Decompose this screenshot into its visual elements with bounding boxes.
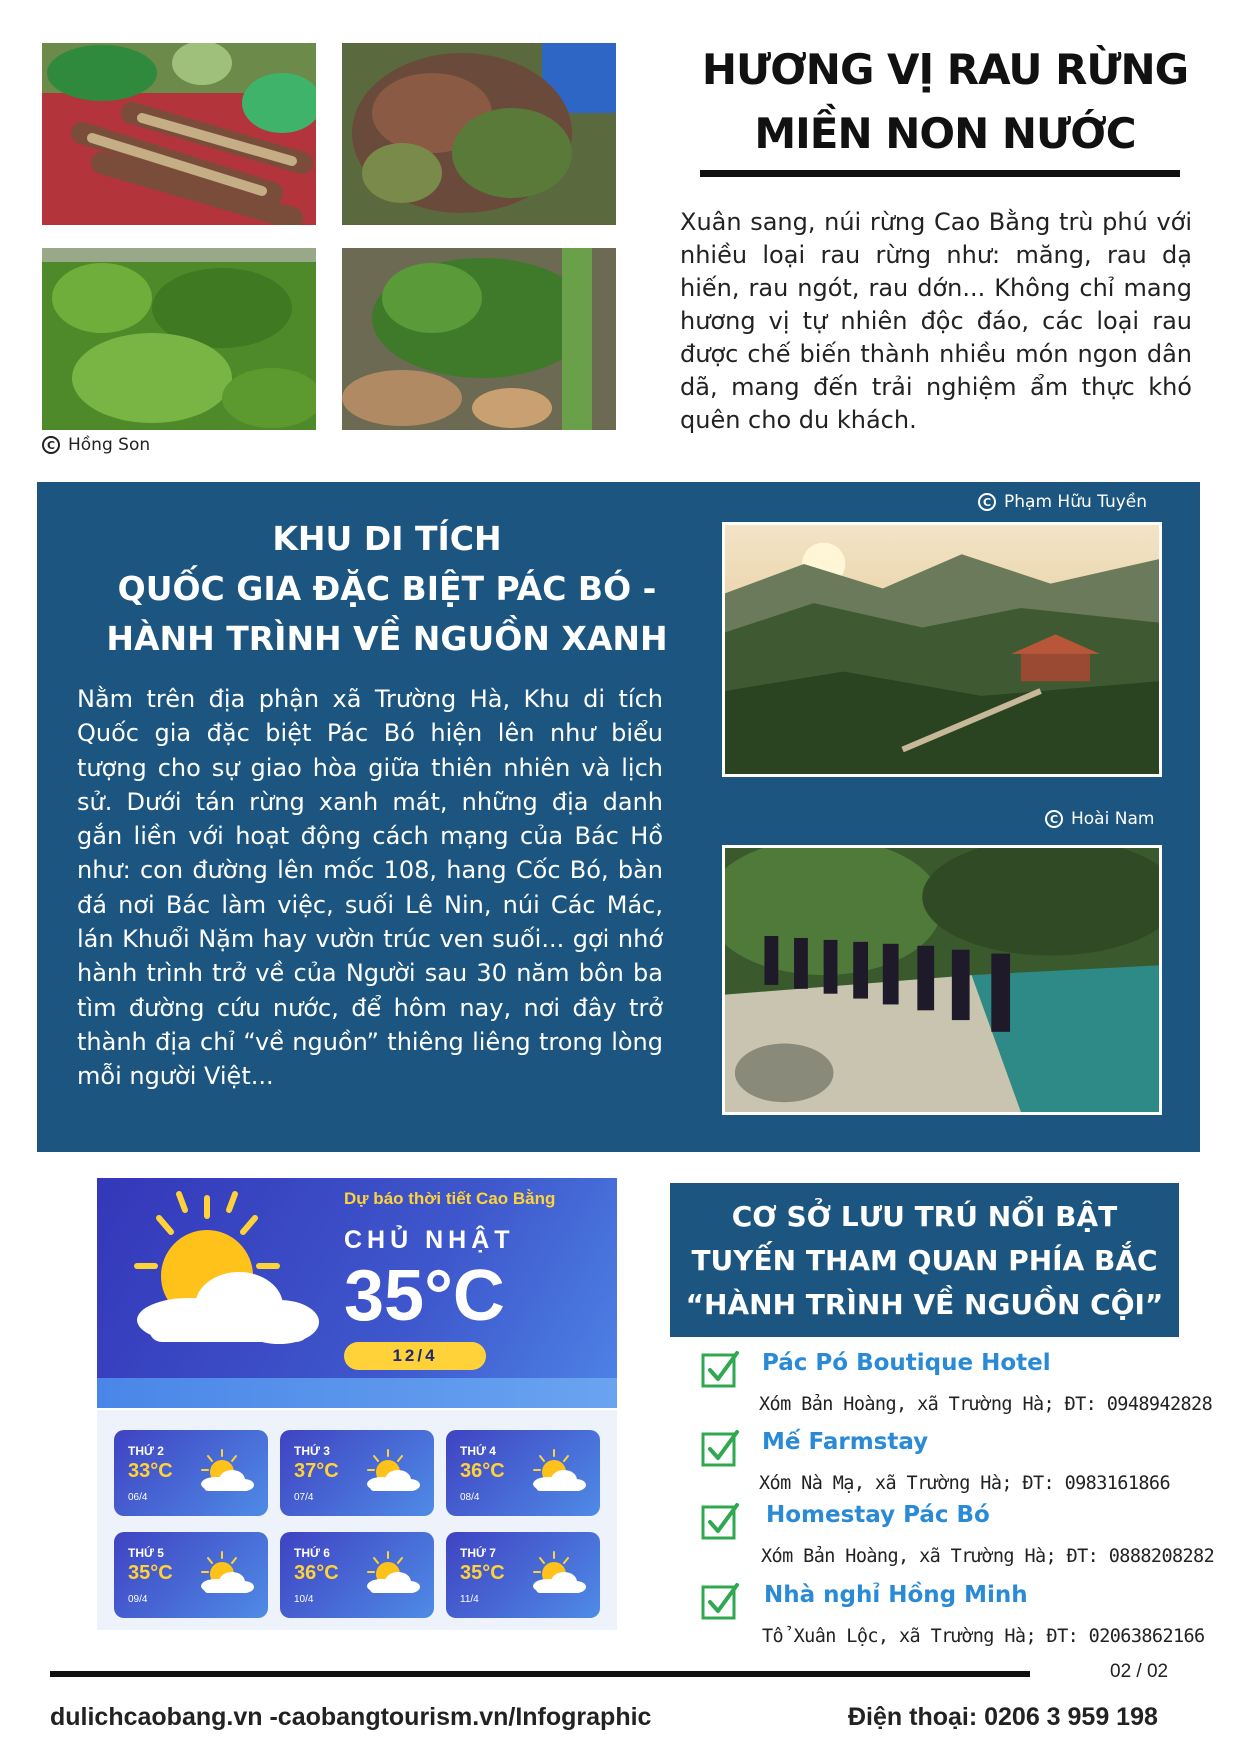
relic-panel xyxy=(37,482,1200,1152)
sun-cloud-icon xyxy=(194,1550,254,1596)
forecast-day-date: 06/4 xyxy=(128,1492,148,1503)
forecast-day-name: THỨ 2 xyxy=(128,1444,164,1458)
forecast-day-card xyxy=(446,1532,600,1618)
forecast-day-card xyxy=(280,1532,434,1618)
forecast-day-date: 11/4 xyxy=(460,1594,479,1605)
credit-text: Hoài Nam xyxy=(1071,809,1155,829)
photo-bamboo-shoots xyxy=(42,43,316,225)
title-line: QUỐC GIA ĐẶC BIỆT PÁC BÓ - xyxy=(117,569,657,608)
photo-credit-vegetables xyxy=(42,435,150,455)
checkbox-check-icon xyxy=(700,1429,740,1469)
forecast-day-card xyxy=(114,1532,268,1618)
forecast-day-date: 07/4 xyxy=(294,1492,314,1503)
title-line: MIỀN NON NƯỚC xyxy=(754,109,1136,158)
sun-cloud-icon xyxy=(119,1188,324,1348)
sun-cloud-icon xyxy=(194,1448,254,1494)
relic-description: Nằm trên địa phận xã Trường Hà, Khu di tích Quốc gia đặc biệt Pác Bó hiện lên như biểu tượng cho sự giao hòa giữa thiên nhiên và lịch sử. Dưới tán rừng xanh mát, những địa danh gắn liền với hoạt động cách mạng của Bác Hồ như: con đường lên mốc 108, hang Cốc Bó, bàn đá nơi Bác làm việc, suối Lê Nin, núi Các Mác, lán Khuổi Nặm hay vườn trúc ven suối... gợi nhớ hành trình trở về của Người sau 30 năm bôn ba tìm đường cứu nước, để hôm nay, nơi đây trở thành địa chỉ “về nguồn” thiêng liêng trong lòng mỗi người Việt... xyxy=(77,685,663,1091)
footer-website[interactable]: dulichcaobang.vn -caobangtourism.vn/Infographic xyxy=(50,1703,652,1731)
accommodation-name: Pác Pó Boutique Hotel xyxy=(762,1350,1051,1376)
weather-card-base xyxy=(97,1378,617,1408)
forecast-day-card xyxy=(446,1430,600,1516)
photo-procession-stream xyxy=(722,845,1162,1115)
accommodation-title xyxy=(670,1183,1179,1337)
accommodation-name: Mế Farmstay xyxy=(762,1429,929,1455)
checkbox-check-icon xyxy=(700,1502,740,1542)
photo-leafy-vegetables-purple xyxy=(342,43,616,225)
weather-date-badge: 12/4 xyxy=(344,1342,486,1370)
forecast-day-name: THỨ 5 xyxy=(128,1546,164,1560)
forecast-day-temp: 37°C xyxy=(294,1460,339,1482)
sun-cloud-icon xyxy=(360,1448,420,1494)
photo-green-leaves xyxy=(42,248,316,430)
footer-phone: Điện thoại: 0206 3 959 198 xyxy=(848,1703,1158,1731)
page-number: 02 / 02 xyxy=(1110,1661,1169,1682)
relic-title xyxy=(87,514,687,664)
intro-paragraph: Xuân sang, núi rừng Cao Bằng trù phú với nhiều loại rau rừng như: măng, rau dạ hiến, rau ngót, rau dớn... Không chỉ mang hương vị tự nhiên độc đáo, các loại rau được chế biến thành nhiều món ngon dân dã, mang đến trải nghiệm ẩm thực khó quên cho du khách. xyxy=(680,208,1192,434)
accommodation-name: Nhà nghỉ Hồng Minh xyxy=(764,1582,1028,1608)
accommodation-address: Tổ Xuân Lộc, xã Trường Hà; ĐT: 02063862166 xyxy=(762,1626,1205,1647)
accommodation-address: Xóm Nà Mạ, xã Trường Hà; ĐT: 0983161866 xyxy=(759,1473,1170,1494)
forecast-day-name: THỨ 6 xyxy=(294,1546,330,1560)
checkbox-check-icon xyxy=(700,1350,740,1390)
forecast-day-temp: 35°C xyxy=(460,1562,505,1584)
weather-day: CHỦ NHẬT xyxy=(344,1226,515,1254)
forecast-day-name: THỨ 7 xyxy=(460,1546,496,1560)
credit-text: Hồng Son xyxy=(68,435,151,455)
accommodation-address: Xóm Bản Hoàng, xã Trường Hà; ĐT: 0948942828 xyxy=(759,1394,1213,1415)
weather-heading: Dự báo thời tiết Cao Bằng xyxy=(344,1189,556,1208)
credit-text: Phạm Hữu Tuyền xyxy=(1004,492,1148,512)
photo-herb-bundles xyxy=(342,248,616,430)
title-line: TUYẾN THAM QUAN PHÍA BẮC xyxy=(691,1244,1158,1277)
forecast-day-card xyxy=(114,1430,268,1516)
photo-credit-procession xyxy=(1045,809,1154,829)
forecast-day-date: 10/4 xyxy=(294,1594,314,1605)
title-line: HƯƠNG VỊ RAU RỪNG xyxy=(701,45,1189,94)
weather-forecast-card xyxy=(97,1178,617,1408)
sun-cloud-icon xyxy=(360,1550,420,1596)
sun-cloud-icon xyxy=(526,1448,586,1494)
title-line: KHU DI TÍCH xyxy=(272,519,502,558)
checkbox-check-icon xyxy=(700,1582,740,1622)
forecast-day-temp: 36°C xyxy=(460,1460,505,1482)
title-line: CƠ SỞ LƯU TRÚ NỔI BẬT xyxy=(731,1200,1118,1233)
weekly-forecast xyxy=(97,1410,617,1630)
forecast-day-date: 09/4 xyxy=(128,1594,148,1605)
forecast-day-name: THỨ 3 xyxy=(294,1444,330,1458)
forecast-day-card xyxy=(280,1430,434,1516)
copyright-icon: C xyxy=(1045,810,1063,828)
title-line: “HÀNH TRÌNH VỀ NGUỒN CỘI” xyxy=(685,1288,1164,1321)
accommodation-address: Xóm Bản Hoàng, xã Trường Hà; ĐT: 0888208282 xyxy=(761,1546,1215,1567)
weather-temperature: 35°C xyxy=(344,1256,505,1336)
photo-pac-bo-temple xyxy=(722,522,1162,777)
forecast-day-name: THỨ 4 xyxy=(460,1444,496,1458)
copyright-icon: C xyxy=(42,436,60,454)
title-line: HÀNH TRÌNH VỀ NGUỒN XANH xyxy=(106,619,668,658)
page-title-forest-vegetables xyxy=(680,38,1210,166)
accommodation-name: Homestay Pác Bó xyxy=(766,1502,990,1528)
photo-credit-landscape xyxy=(978,492,1147,512)
sun-cloud-icon xyxy=(526,1550,586,1596)
copyright-icon: C xyxy=(978,493,996,511)
title-divider xyxy=(700,170,1180,177)
footer-divider xyxy=(50,1671,1030,1677)
forecast-day-temp: 35°C xyxy=(128,1562,173,1584)
forecast-day-temp: 36°C xyxy=(294,1562,339,1584)
forecast-day-date: 08/4 xyxy=(460,1492,480,1503)
forecast-day-temp: 33°C xyxy=(128,1460,173,1482)
